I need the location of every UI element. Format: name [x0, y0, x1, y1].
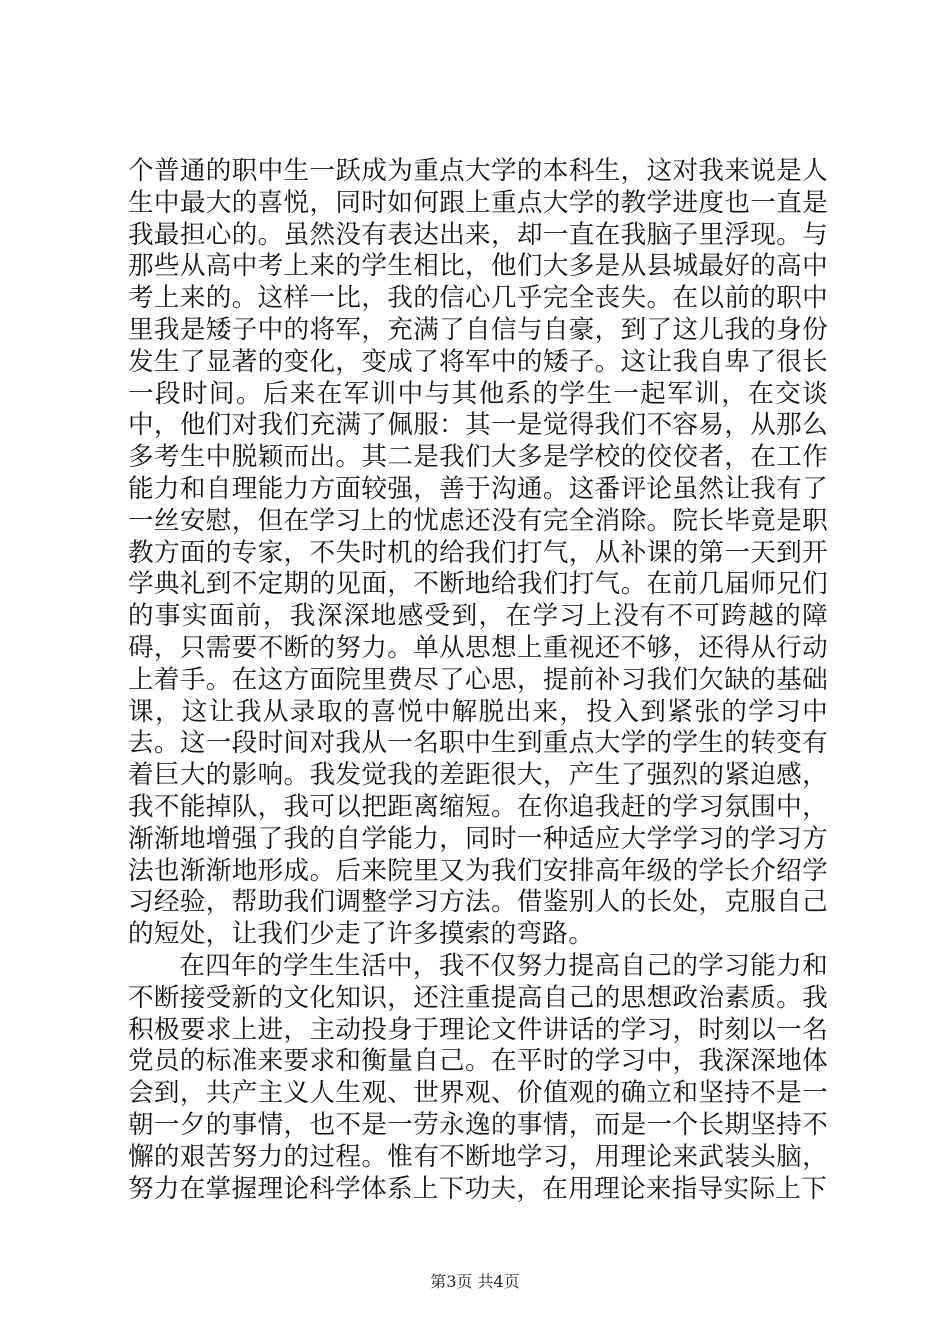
page-footer: 第3页 共4页: [430, 1272, 520, 1291]
paragraph-2: 在四年的学生生活中，我不仅努力提高自己的学习能力和不断接受新的文化知识，还注重提高自己的思想政治素质。我积极要求上进，主动投身于理论文件讲话的学习，时刻以一名党员的标准来要求和衡量自己。在平时的学习中，我深深地体会到，共产主义人生观、世界观、价值观的确立和坚持不是一朝一夕的事情，也不是一劳永逸的事情，而是一个长期坚持不懈的艰苦努力的过程。惟有不断地学习，用理论来武装头脑，努力在掌握理论科学体系上下功夫，在用理论来指导实际上下: [128, 950, 828, 1204]
body-text: [128, 156, 828, 1205]
paragraph-1: 个普通的职中生一跃成为重点大学的本科生，这对我来说是人生中最大的喜悦，同时如何跟上重点大学的教学进度也一直是我最担心的。虽然没有表达出来，却一直在我脑子里浮现。与那些从高中考上来的学生相比，他们大多是从县城最好的高中考上来的。这样一比，我的信心几乎完全丧失。在以前的职中里我是矮子中的将军，充满了自信与自豪，到了这儿我的身份发生了显著的变化，变成了将军中的矮子。这让我自卑了很长一段时间。后来在军训中与其他系的学生一起军训，在交谈中，他们对我们充满了佩服：其一是觉得我们不容易，从那么多考生中脱颖而出。其二是我们大多是学校的佼佼者，在工作能力和自理能力方面较强，善于沟通。这番评论虽然让我有了一丝安慰，但在学习上的忧虑还没有完全消除。院长毕竟是职教方面的专家，不失时机的给我们打气，从补课的第一天到开学典礼到不定期的见面，不断地给我们打气。在前几届师兄们的事实面前，我深深地感受到，在学习上没有不可跨越的障碍，只需要不断的努力。单从思想上重视还不够，还得从行动上着手。在这方面院里费尽了心思，提前补习我们欠缺的基础课，这让我从录取的喜悦中解脱出来，投入到紧张的学习中去。这一段时间对我从一名职中生到重点大学的学生的转变有着巨大的影响。我发觉我的差距很大，产生了强烈的紧迫感，我不能掉队，我可以把距离缩短。在你追我赶的学习氛围中，渐渐地增强了我的自学能力，同时一种适应大学学习的学习方法也渐渐地形成。后来院里又为我们安排高年级的学长介绍学习经验，帮助我们调整学习方法。借鉴别人的长处，克服自己的短处，让我们少走了许多摸索的弯路。: [128, 156, 828, 950]
